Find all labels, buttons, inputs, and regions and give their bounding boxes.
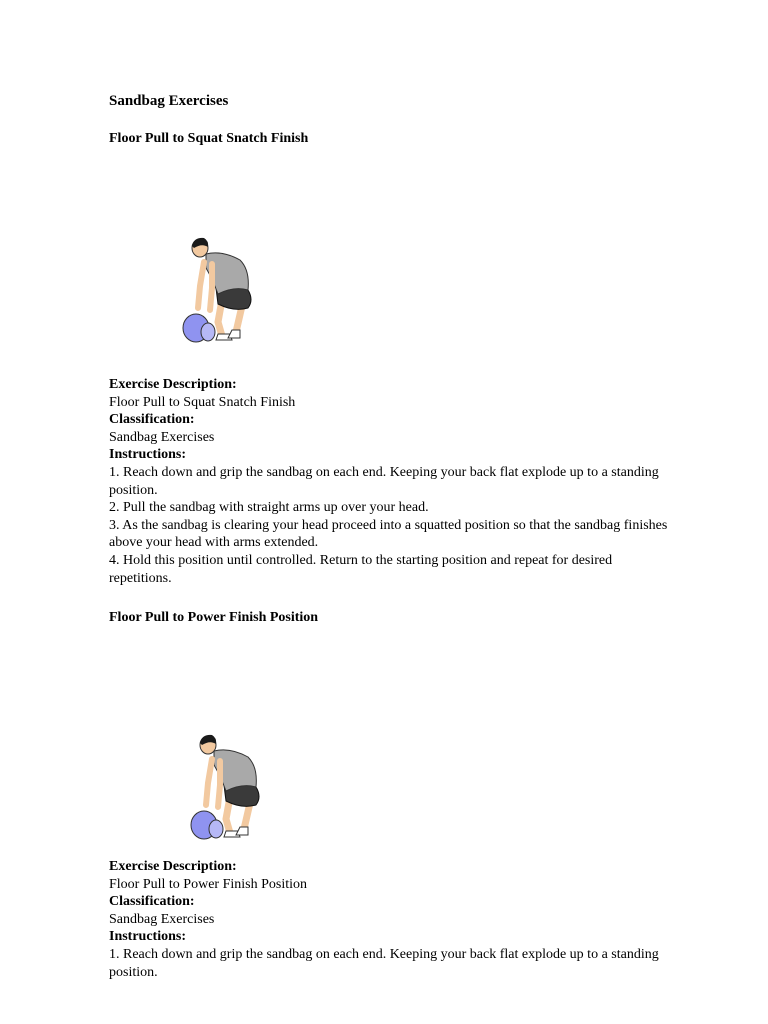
instruction-step: 2. Pull the sandbag with straight arms up over your head. <box>109 500 429 516</box>
exercise-description-label: Exercise Description: <box>109 377 237 392</box>
instruction-step: 1. Reach down and grip the sandbag on each end. Keeping your back flat explode up to a standing position. <box>109 464 659 498</box>
exercise-description: Floor Pull to Squat Snatch Finish <box>109 394 296 410</box>
instructions-label: Instructions: <box>109 447 187 463</box>
instructions-list <box>109 464 669 587</box>
exercise-illustration <box>186 731 270 848</box>
exercise-illustration <box>178 234 262 351</box>
instruction-step: 4. Hold this position until controlled. Return to the starting position and repeat for desired repetitions. <box>109 552 613 586</box>
classification-value: Sandbag Exercises <box>109 911 215 927</box>
instructions-label: Instructions: <box>109 929 187 945</box>
instruction-step: 1. Reach down and grip the sandbag on each end. Keeping your back flat explode up to a standing position. <box>109 946 659 980</box>
classification-label: Classification: <box>109 412 195 428</box>
exercise-details <box>109 376 669 587</box>
classification-label: Classification: <box>109 894 195 910</box>
exercise-title: Floor Pull to Squat Snatch Finish <box>109 131 309 146</box>
man-squatting-with-sandbag-icon <box>186 731 270 843</box>
classification-value: Sandbag Exercises <box>109 429 215 445</box>
document-title: Sandbag Exercises <box>109 93 229 109</box>
man-squatting-with-sandbag-icon <box>178 234 262 346</box>
exercise-description-label: Exercise Description: <box>109 859 237 874</box>
exercise-details <box>109 858 669 981</box>
exercise-description: Floor Pull to Power Finish Position <box>109 876 307 892</box>
exercise-title: Floor Pull to Power Finish Position <box>109 610 319 625</box>
instructions-list <box>109 946 669 981</box>
instruction-step: 3. As the sandbag is clearing your head proceed into a squatted position so that the sandbag finishes above your head with arms extended. <box>109 517 668 551</box>
